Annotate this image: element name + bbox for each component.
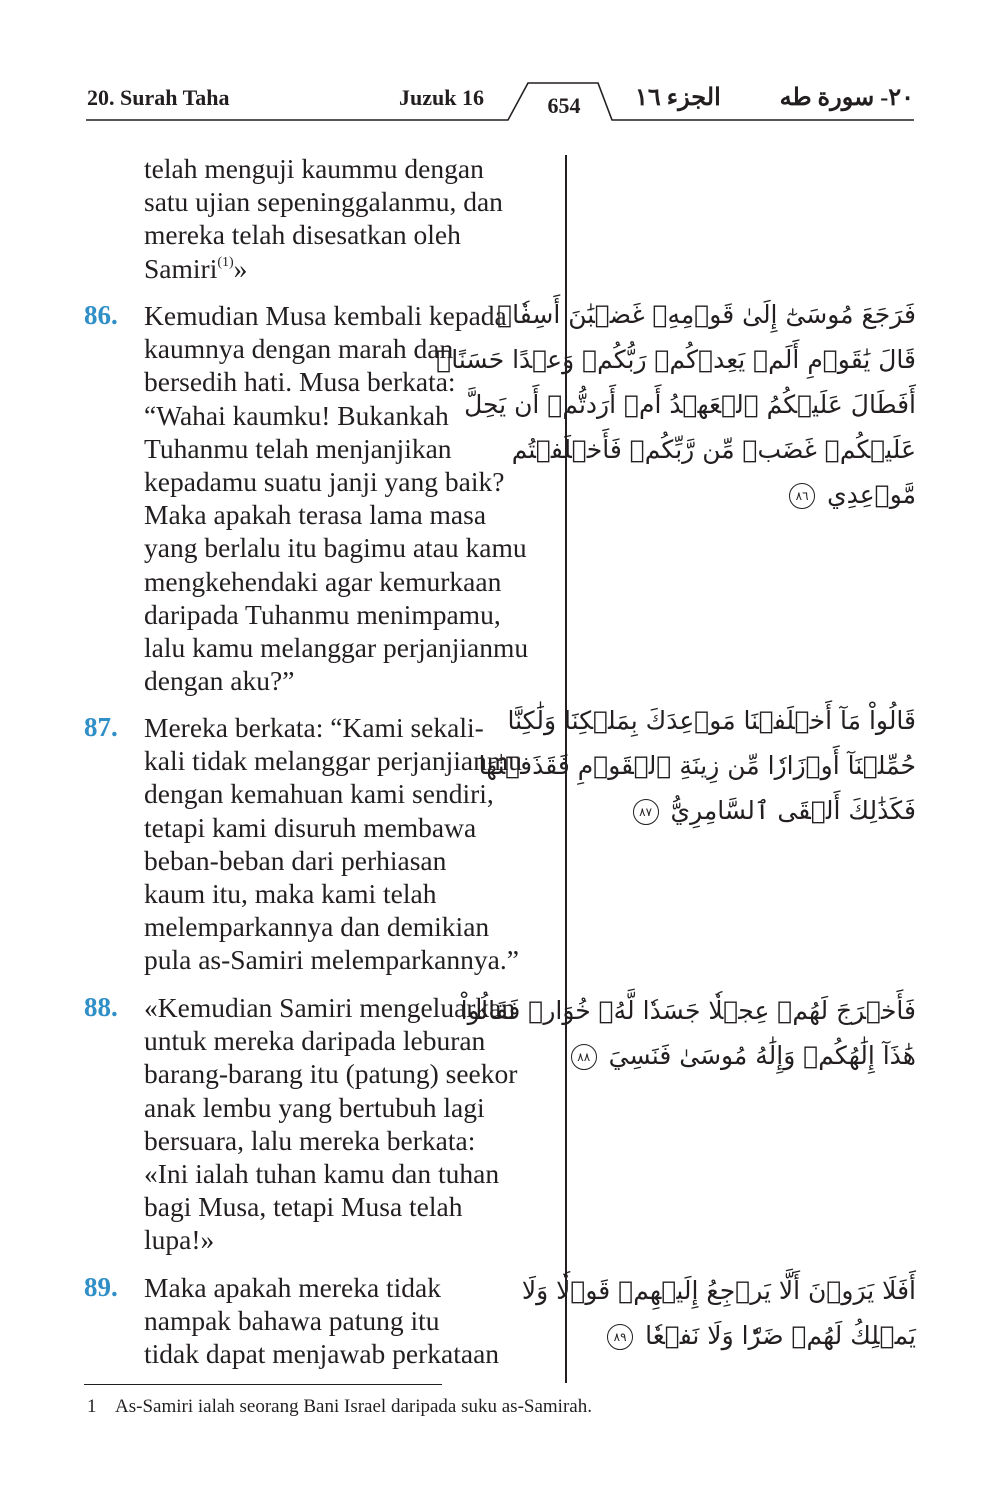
- footnote: [87, 1395, 592, 1419]
- verse-line: melemparkannya dan demikian: [144, 911, 490, 943]
- verse-line: bersedih hati. Musa berkata:: [144, 366, 456, 398]
- verse-line: Maka apakah terasa lama masa: [144, 499, 487, 531]
- verse-line: bersuara, lalu mereka berkata:: [144, 1124, 476, 1156]
- verse-line: Mereka berkata: “Kami sekali-: [144, 712, 484, 743]
- arabic-line: [616, 472, 916, 517]
- verse-line: yang berlalu itu bagimu atau kamu: [144, 532, 527, 564]
- arabic-line: أَفَلَا يَرَوۡنَ أَلَّا يَرۡجِعُ إِلَيۡهِمۡ قَوۡلٗا وَلَا: [521, 1276, 916, 1305]
- arabic-verse-87: [478, 698, 916, 833]
- arabic-line: حُمِّلۡنَآ أَوۡزَارٗا مِّن زِينَةِ ٱلۡقَوۡمِ فَقَذَفۡنَٰهَا: [478, 751, 916, 780]
- arabic-line: أَفَطَالَ عَلَيۡكُمُ ٱلۡعَهۡدُ أَمۡ أَرَدتُّمۡ أَن يَحِلَّ: [464, 390, 916, 419]
- header-rule: [0, 0, 1000, 140]
- verse-number-88: 88.: [84, 992, 118, 1022]
- ayah-number-marker: ٨٧: [633, 799, 659, 825]
- verse-line: Maka apakah mereka tidak: [144, 1272, 442, 1303]
- header-juz-arabic: الجزء ١٦: [635, 85, 721, 111]
- verse-line: dengan kemahuan kami sendiri,: [144, 778, 494, 810]
- verse-line: kaumnya dengan marah dan: [144, 333, 454, 365]
- arabic-verse-88: [460, 988, 916, 1078]
- verse-line: daripada Tuhanmu menimpamu,: [144, 598, 501, 630]
- arabic-line-text: مَّوۡعِدِي: [827, 480, 916, 509]
- verse-line: [144, 252, 564, 285]
- arabic-verse-89: [521, 1268, 916, 1358]
- verse-line: tetapi kami disuruh membawa: [144, 811, 477, 843]
- verse-number-86: 86.: [84, 300, 118, 330]
- arabic-line: عَلَيۡكُمۡ غَضَبٞ مِّن رَّبِّكُمۡ فَأَخۡلَفۡتُم: [511, 435, 916, 464]
- verse-number-87: 87.: [84, 712, 118, 742]
- verse-line: kali tidak melanggar perjanjianmu: [144, 745, 522, 777]
- arabic-line: فَأَخۡرَجَ لَهُمۡ عِجۡلٗا جَسَدٗا لَّهُۥ خُوَارٞ فَقَالُواْ: [460, 996, 916, 1025]
- footnote-number: 1: [87, 1396, 97, 1417]
- verse-line: dengan aku?”: [144, 665, 295, 697]
- verse-line: “Wahai kaumku! Bukankah: [144, 399, 449, 431]
- arabic-line: قَالُواْ مَآ أَخۡلَفۡنَا مَوۡعِدَكَ بِمَلۡكِنَا وَلَٰكِنَّا: [507, 706, 916, 735]
- verse-line: nampak bahawa patung itu: [144, 1305, 440, 1337]
- verse-line: telah menguji kaummu dengan: [144, 153, 484, 184]
- ayah-number-marker: ٨٨: [571, 1044, 597, 1070]
- verse-line: lalu kamu melanggar perjanjianmu: [144, 632, 529, 664]
- verse-line: barang-barang itu (patung) seekor: [144, 1058, 518, 1090]
- arabic-line-text: فَكَذَٰلِكَ أَلۡقَى ٱلسَّامِرِيُّ: [670, 796, 916, 825]
- verse-line: Tuhanmu telah menjanjikan: [144, 432, 452, 464]
- arabic-line-text: يَمۡلِكُ لَهُمۡ ضَرّٗا وَلَا نَفۡعٗا: [645, 1321, 916, 1350]
- verse-number-89: 89.: [84, 1272, 118, 1302]
- verse-line: Kemudian Musa kembali kepada: [144, 300, 507, 331]
- arabic-line: [577, 1033, 916, 1078]
- header-surah-title: 20. Surah Taha: [87, 85, 230, 110]
- ayah-number-marker: ٨٩: [607, 1324, 633, 1350]
- verse-line: pula as-Samiri melemparkannya.”: [144, 944, 519, 976]
- ayah-number-marker: ٨٦: [789, 483, 815, 509]
- verse-line: «Kemudian Samiri mengeluarkan: [144, 992, 516, 1023]
- verse-line: lupa!»: [144, 1224, 215, 1256]
- verse-line: untuk mereka daripada leburan: [144, 1025, 486, 1057]
- footnote-text: As-Samiri ialah seorang Bani Israel daripada suku as-Samirah.: [115, 1396, 592, 1417]
- verse-line-end: »: [233, 252, 248, 284]
- arabic-line: [616, 788, 916, 833]
- verse-line: kepadamu suatu janji yang baik?: [144, 466, 505, 498]
- header-surah-arabic: ٢٠- سورة طه: [779, 85, 914, 111]
- verse-line: mengkehendaki agar kemurkaan: [144, 565, 502, 597]
- verse-line-text: Samiri: [144, 252, 218, 284]
- arabic-verse-86: [436, 292, 916, 517]
- footnote-rule: [84, 1384, 442, 1385]
- page-number: 654: [547, 93, 581, 118]
- header-juz-label: Juzuk 16: [399, 85, 484, 110]
- verse-89-translation: [144, 1271, 564, 1371]
- arabic-line-text: هَٰذَآ إِلَٰهُكُمۡ وَإِلَٰهُ مُوسَىٰ فَنَسِيَ: [608, 1041, 916, 1070]
- verse-line: bagi Musa, tetapi Musa telah: [144, 1191, 463, 1223]
- footnote-reference: (1): [217, 254, 234, 270]
- verse-line: tidak dapat menjawab perkataan: [144, 1338, 500, 1370]
- verse-line: kaum itu, maka kami telah: [144, 878, 437, 910]
- verse-line: satu ujian sepeninggalanmu, dan: [144, 186, 503, 218]
- arabic-line: قَالَ يَٰقَوۡمِ أَلَمۡ يَعِدۡكُمۡ رَبُّكُمۡ وَعۡدًا حَسَنًاۚ: [436, 345, 916, 374]
- verse-85-continuation: [144, 152, 564, 285]
- verse-line: beban-beban dari perhiasan: [144, 844, 447, 876]
- verse-line: anak lembu yang bertubuh lagi: [144, 1091, 485, 1123]
- arabic-line: فَرَجَعَ مُوسَىٰٓ إِلَىٰ قَوۡمِهِۦ غَضۡبَٰنَ أَسِفٗاۚ: [497, 300, 916, 329]
- verse-line: «Ini ialah tuhan kamu dan tuhan: [144, 1158, 500, 1190]
- verse-line: mereka telah disesatkan oleh: [144, 219, 461, 251]
- arabic-line: [613, 1313, 916, 1358]
